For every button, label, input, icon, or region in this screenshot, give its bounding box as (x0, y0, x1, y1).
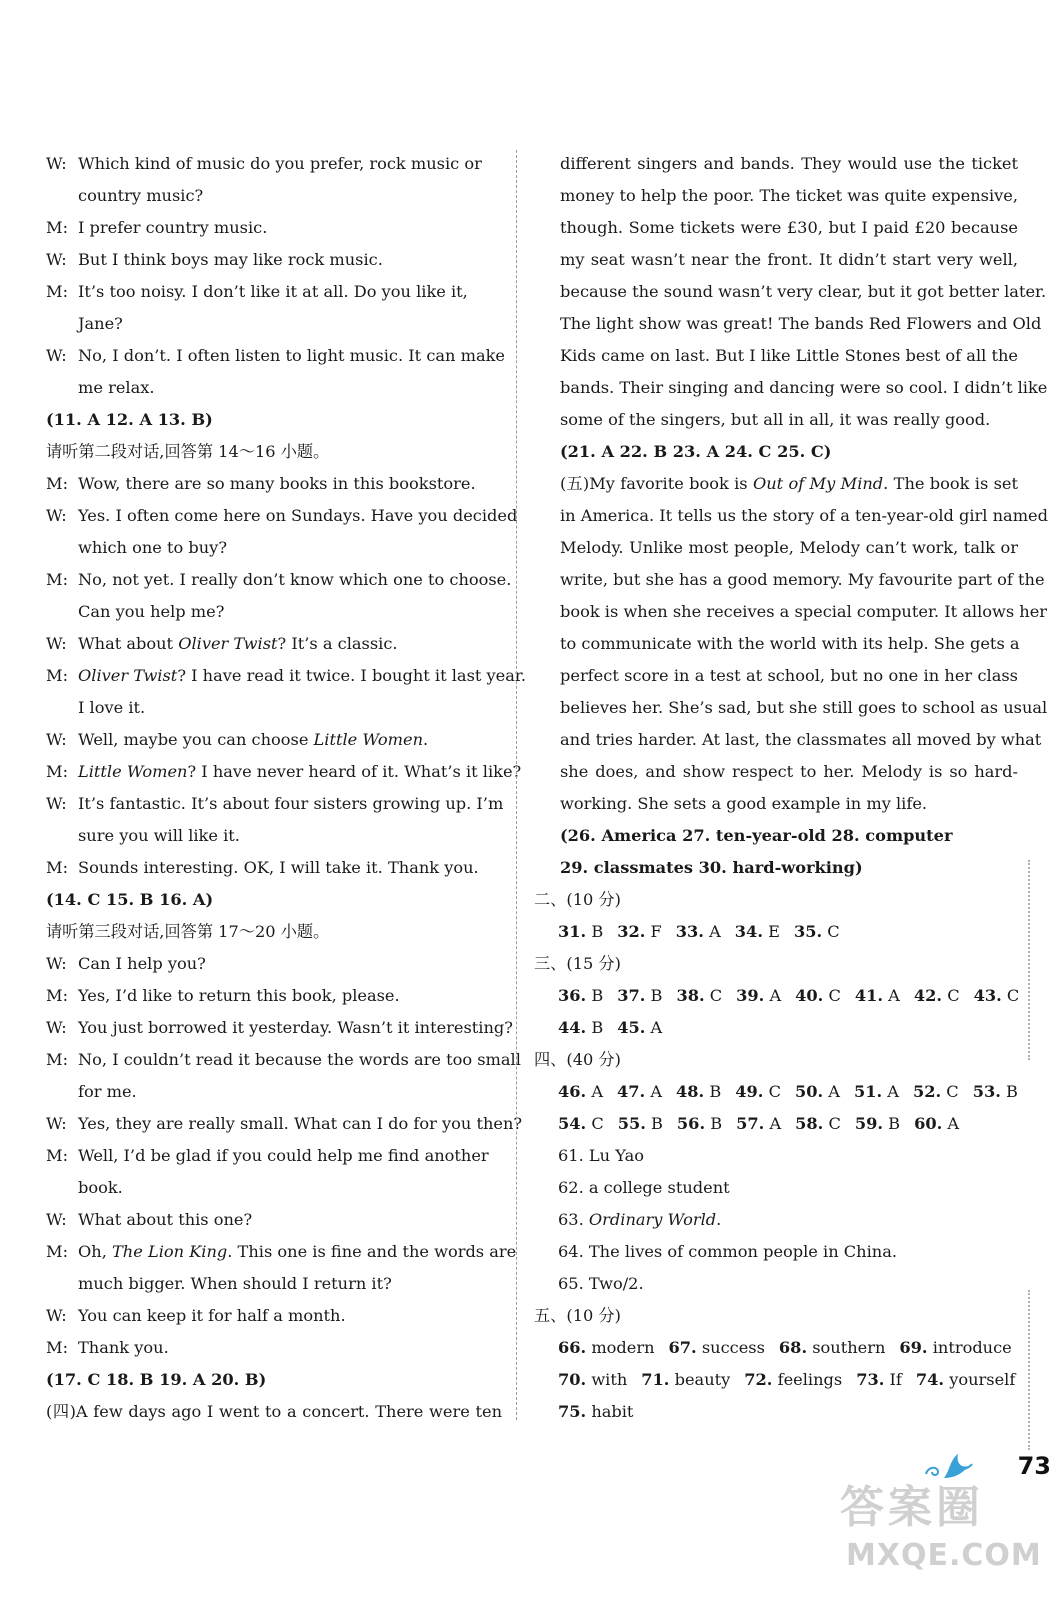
answers-21-25: (21. A 22. B 23. A 24. C 25. C) (560, 442, 832, 461)
dialog-text: No, I couldn’t read it because the words are too small (78, 1050, 521, 1069)
answer-number: 72. (744, 1370, 773, 1389)
answer-item (974, 980, 1020, 1012)
answer-value: introduce (927, 1338, 1012, 1357)
answers-14-16: (14. C 15. B 16. A) (46, 890, 214, 909)
answer-number: 66. (558, 1338, 587, 1357)
answer-value: B (586, 1018, 604, 1037)
section-5-answers-row3 (534, 1396, 1034, 1428)
answer-number: 44. (558, 1018, 587, 1037)
dialog-text: Can I help you? (78, 954, 206, 973)
speaker-label: M: (46, 986, 69, 1005)
passage-line: my seat wasn’t near the front. It didn’t start very well, (560, 250, 1018, 269)
passage-line: write, but she has a good memory. My favourite part of the (560, 570, 1045, 589)
section-4-heading: 四、(40 分) (534, 1050, 621, 1069)
answer-value: C (942, 986, 960, 1005)
column-divider (516, 150, 517, 1420)
answer-item (855, 980, 900, 1012)
answer-item (899, 1332, 1011, 1364)
answer-value: success (696, 1338, 765, 1357)
dialog-line (46, 276, 502, 308)
answer-item (617, 980, 662, 1012)
section-5-answers-row1 (534, 1332, 1034, 1364)
answer-value: A (942, 1114, 960, 1133)
dialog-3 (46, 948, 523, 1236)
answer-item (854, 1076, 899, 1108)
dialog-line (46, 1140, 502, 1172)
dialog-2-intro: 请听第二段对话,回答第 14～16 小题。 (46, 442, 330, 461)
answers-17-20: (17. C 18. B 19. A 20. B) (46, 1370, 267, 1389)
answer-value: B (586, 986, 604, 1005)
answer-number: 37. (617, 986, 646, 1005)
answer-number: 50. (794, 1082, 824, 1101)
answer-item (558, 1076, 603, 1108)
answer-number: 68. (778, 1338, 808, 1357)
answer-item (558, 1364, 627, 1396)
answer-sections (534, 884, 1034, 1428)
passage-4 (560, 148, 1048, 436)
passage-line: some of the singers, but all in all, it was really good. (560, 410, 991, 429)
answer-number: 70. (558, 1370, 587, 1389)
answer-number: 38. (676, 986, 705, 1005)
answer-number: 73. (856, 1370, 885, 1389)
dialog-text: Wow, there are so many books in this bookstore. (78, 474, 476, 493)
dialog-line (46, 564, 512, 596)
dialog-line-continued: I love it. (78, 698, 146, 717)
answer-item (795, 1108, 841, 1140)
answer-item (669, 1332, 765, 1364)
dialog-text: Yes, I’d like to return this book, please. (78, 986, 400, 1005)
book-title: Little Women (78, 762, 188, 781)
answer-item (794, 916, 840, 948)
dialog-line-continued: country music? (78, 186, 204, 205)
passage-line: to communicate with the world with its help. She gets a (560, 634, 1020, 653)
speaker-label: W: (46, 1210, 67, 1229)
speaker-label: W: (46, 250, 67, 269)
answer-number: 46. (558, 1082, 587, 1101)
watermark-url: MXQE.COM (846, 1538, 1042, 1573)
book-title: Little Women (313, 730, 424, 749)
answer-item (735, 1076, 781, 1108)
speaker-label: M: (46, 570, 69, 589)
answer-value: C (586, 1114, 604, 1133)
speaker-label: M: (46, 282, 69, 301)
answer-item (617, 1076, 662, 1108)
dialog-line (46, 500, 518, 532)
passage-line: Kids came on last. But I like Little Stones best of all the (560, 346, 1018, 365)
answer-value: A (764, 1114, 782, 1133)
answer-number: 57. (736, 1114, 765, 1133)
answer-value: A (764, 986, 782, 1005)
dialog-line (46, 212, 502, 244)
section-5-answers-row2 (534, 1364, 1034, 1396)
dialog-line-continued: much bigger. When should I return it? (78, 1274, 392, 1293)
dialog-text: Well, I’d be glad if you could help me find another (78, 1146, 489, 1165)
answer-item (676, 1076, 721, 1108)
answer-item (617, 1012, 662, 1044)
answer-value: A (823, 1082, 840, 1101)
dialog-line: M: Sounds interesting. OK, I will take it. Thank you. (46, 858, 479, 877)
answer-number: 36. (558, 986, 587, 1005)
answer-value: C (763, 1082, 781, 1101)
answer-item (558, 1332, 655, 1364)
answer-item (736, 1108, 781, 1140)
answer-value: C (823, 986, 841, 1005)
dialog-line-continued: Can you help me? (78, 602, 225, 621)
answer-item (795, 1076, 840, 1108)
passage-line: perfect score in a test at school, but no one in her class (560, 666, 1018, 685)
answer-value: C (823, 1114, 841, 1133)
swirl-logo-icon (920, 1450, 978, 1484)
dialog-line (46, 468, 502, 500)
answer-value: C (822, 922, 840, 941)
dialog-line-continued: which one to buy? (78, 538, 227, 557)
passage-line: Melody. Unlike most people, Melody can’t work, talk or (560, 538, 1018, 557)
answer-value: B (586, 922, 604, 941)
dialog-3-intro: 请听第三段对话,回答第 17～20 小题。 (46, 922, 330, 941)
dialog-line-continued: sure you will like it. (78, 826, 240, 845)
passage-line: different singers and bands. They would use the ticket (560, 154, 1018, 173)
answer-64: 64. The lives of common people in China. (558, 1242, 897, 1261)
dialog-text: But I think boys may like rock music. (78, 250, 383, 269)
dialog-text: It’s too noisy. I don’t like it at all. Do you like it, (78, 282, 468, 301)
answer-number: 41. (854, 986, 884, 1005)
answers-29-30: 29. classmates 30. hard-working) (560, 858, 863, 877)
section-2-heading: 二、(10 分) (534, 890, 621, 909)
answer-number: 47. (617, 1082, 646, 1101)
answer-item (677, 1108, 722, 1140)
dialog-text: What about this one? (78, 1210, 253, 1229)
speaker-label: M: (46, 474, 69, 493)
dialog-line: W: It’s fantastic. It’s about four sisters growing up. I’m (46, 794, 504, 813)
answer-number: 40. (795, 986, 824, 1005)
dialog-line (46, 1044, 521, 1076)
answer-value: beauty (669, 1370, 731, 1389)
passage-line: bands. Their singing and dancing were so cool. I didn’t like (560, 378, 1048, 397)
answer-value: southern (807, 1338, 886, 1357)
answer-number: 52. (912, 1082, 942, 1101)
dialog-line (46, 340, 505, 372)
answer-item (558, 1108, 604, 1140)
answer-item (736, 980, 781, 1012)
answer-item (617, 916, 662, 948)
answer-number: 56. (676, 1114, 706, 1133)
answer-number: 51. (853, 1082, 883, 1101)
book-title: Out of My Mind (752, 474, 884, 493)
passage-line: book is when she receives a special computer. It allows her (560, 602, 1048, 621)
answer-value: B (645, 1114, 663, 1133)
answer-number: 34. (734, 922, 763, 941)
answer-item (856, 1364, 902, 1396)
answer-item (558, 916, 603, 948)
section-4-answers-row1 (534, 1076, 1034, 1108)
answer-value: If (884, 1370, 902, 1389)
answer-number: 75. (558, 1402, 587, 1421)
answer-number: 54. (558, 1114, 587, 1133)
answer-number: 74. (915, 1370, 945, 1389)
answer-value: A (703, 922, 721, 941)
section-2-answers (534, 916, 1034, 948)
answer-number: 59. (854, 1114, 884, 1133)
answer-item (676, 980, 722, 1012)
answer-value: habit (586, 1402, 634, 1421)
answer-62: 62. a college student (558, 1178, 730, 1197)
dialog-line (46, 1012, 513, 1044)
answer-number: 35. (793, 922, 823, 941)
answer-number: 67. (668, 1338, 697, 1357)
dialog-text: Yes, they are really small. What can I do for you then? (78, 1114, 523, 1133)
answer-value: with (586, 1370, 628, 1389)
answer-value: A (586, 1082, 604, 1101)
dialog-line: W: What about Oliver Twist? It’s a classic. (46, 634, 398, 653)
answer-item (914, 1108, 959, 1140)
book-title: Ordinary World (588, 1210, 717, 1229)
answer-number: 49. (735, 1082, 764, 1101)
dialog-line-continued: me relax. (78, 378, 155, 397)
dialog-line-continued: for me. (78, 1082, 137, 1101)
passage-line: because the sound wasn’t very clear, but it got better later. (560, 282, 1047, 301)
part-4-start: (四)A few days ago I went to a concert. There were ten (46, 1402, 502, 1421)
answer-61: 61. Lu Yao (558, 1146, 645, 1165)
answer-value: A (883, 986, 900, 1005)
answer-number: 43. (973, 986, 1002, 1005)
answer-value: C (1001, 986, 1020, 1005)
dialog-text: Which kind of music do you prefer, rock music or (78, 154, 482, 173)
dialog-text: You just borrowed it yesterday. Wasn’t it interesting? (78, 1018, 513, 1037)
answer-item (913, 1076, 959, 1108)
answer-value: C (704, 986, 723, 1005)
answer-number: 71. (641, 1370, 670, 1389)
answer-63: 63. Ordinary World. (558, 1210, 722, 1229)
passage-line: working. She sets a good example in my life. (560, 794, 928, 813)
watermark (840, 1480, 1040, 1590)
answer-item (795, 980, 841, 1012)
left-column (46, 148, 527, 1428)
answer-number: 48. (676, 1082, 705, 1101)
answer-value: B (705, 1114, 723, 1133)
answer-value: C (941, 1082, 959, 1101)
dialog-line: M: Oliver Twist? I have read it twice. I bought it last year. (46, 666, 527, 685)
speaker-label: M: (46, 1146, 69, 1165)
dialog-line: M: Little Women? I have never heard of it. What’s it like? (46, 762, 522, 781)
speaker-label: W: (46, 954, 67, 973)
watermark-text: 答案圈 (840, 1482, 984, 1533)
page-number: 73 (1017, 1452, 1051, 1480)
dialog-line-continued: Jane? (78, 314, 123, 333)
speaker-label: W: (46, 1018, 67, 1037)
dialog-line (46, 148, 502, 180)
answer-number: 33. (675, 922, 704, 941)
dialog-line: M: Thank you. (46, 1338, 169, 1357)
dialog-line (46, 244, 502, 276)
right-column (560, 148, 1048, 884)
answer-value: B (1000, 1082, 1018, 1101)
passage-5 (560, 500, 1048, 820)
answer-value: yourself (944, 1370, 1016, 1389)
answer-number: 39. (736, 986, 765, 1005)
passage-line: The light show was great! The bands Red Flowers and Old (560, 314, 1042, 333)
answers-11-13: (11. A 12. A 13. B) (46, 410, 213, 429)
dialog-line: W: You can keep it for half a month. (46, 1306, 346, 1325)
dialog-2 (46, 468, 518, 628)
dialog-line: W: Well, maybe you can choose Little Women. (46, 730, 429, 749)
answer-item (735, 916, 780, 948)
answer-item (558, 1012, 603, 1044)
answer-value: B (883, 1114, 901, 1133)
answer-value: F (645, 922, 662, 941)
passage-line: money to help the poor. The ticket was quite expensive, (560, 186, 1018, 205)
answer-item (973, 1076, 1018, 1108)
dialog-line (46, 1204, 502, 1236)
book-title: Oliver Twist (78, 666, 178, 685)
answer-65: 65. Two/2. (558, 1274, 644, 1293)
passage-line: though. Some tickets were £30, but I paid £20 because (560, 218, 1018, 237)
dialog-text: Yes. I often come here on Sundays. Have you decided (78, 506, 518, 525)
answer-value: B (704, 1082, 722, 1101)
answer-number: 32. (617, 922, 646, 941)
answer-item (558, 1396, 633, 1428)
passage-line: believes her. She’s sad, but she still goes to school as usual (560, 698, 1048, 717)
passage-5-first-line: (五)My favorite book is Out of My Mind. The book is set (560, 474, 1019, 493)
passage-line: and tries harder. At last, the classmates all moved by what (560, 730, 1042, 749)
section-3-heading: 三、(15 分) (534, 954, 621, 973)
answer-value: E (762, 922, 780, 941)
answer-number: 42. (913, 986, 943, 1005)
dialog-1 (46, 148, 505, 404)
answer-item (779, 1332, 885, 1364)
answer-item (641, 1364, 730, 1396)
dialog-line (46, 980, 502, 1012)
answer-item (618, 1108, 663, 1140)
answer-number: 60. (914, 1114, 943, 1133)
answers-26-28: (26. America 27. ten-year-old 28. computer (560, 826, 953, 845)
answer-value: A (645, 1018, 663, 1037)
section-4-answers-row2 (534, 1108, 1034, 1140)
speaker-label: W: (46, 506, 67, 525)
dialog-line (46, 1108, 523, 1140)
answer-value: modern (586, 1338, 655, 1357)
answer-number: 53. (972, 1082, 1001, 1101)
speaker-label: W: (46, 154, 67, 173)
answer-item (558, 980, 603, 1012)
answer-number: 31. (558, 922, 587, 941)
dialog-text: No, not yet. I really don’t know which one to choose. (78, 570, 512, 589)
answer-value: feelings (772, 1370, 843, 1389)
answer-item (744, 1364, 842, 1396)
speaker-label: M: (46, 1050, 69, 1069)
answer-item (676, 916, 721, 948)
dialog-line-continued: book. (78, 1178, 123, 1197)
dialog-text: I prefer country music. (78, 218, 268, 237)
dialog-line: M: Oh, The Lion King. This one is fine and the words are (46, 1242, 517, 1261)
passage-line: she does, and show respect to her. Melody is so hard- (560, 762, 1018, 781)
answer-number: 45. (617, 1018, 646, 1037)
answer-item (855, 1108, 900, 1140)
speaker-label: W: (46, 1114, 67, 1133)
book-title: The Lion King (112, 1242, 228, 1261)
passage-line: in America. It tells us the story of a ten-year-old girl named (560, 506, 1048, 525)
answer-value: A (882, 1082, 899, 1101)
section-3-answers-row1 (534, 980, 1034, 1012)
section-3-answers-row2 (534, 1012, 1034, 1044)
speaker-label: M: (46, 218, 69, 237)
answer-item (916, 1364, 1015, 1396)
answer-number: 58. (795, 1114, 824, 1133)
section-5-heading: 五、(10 分) (534, 1306, 621, 1325)
answer-item (914, 980, 960, 1012)
dialog-text: No, I don’t. I often listen to light music. It can make (78, 346, 505, 365)
answer-number: 55. (617, 1114, 646, 1133)
answer-value: B (645, 986, 663, 1005)
speaker-label: W: (46, 346, 67, 365)
answer-number: 69. (899, 1338, 928, 1357)
book-title: Oliver Twist (178, 634, 278, 653)
answer-value: A (645, 1082, 663, 1101)
dialog-line (46, 948, 502, 980)
